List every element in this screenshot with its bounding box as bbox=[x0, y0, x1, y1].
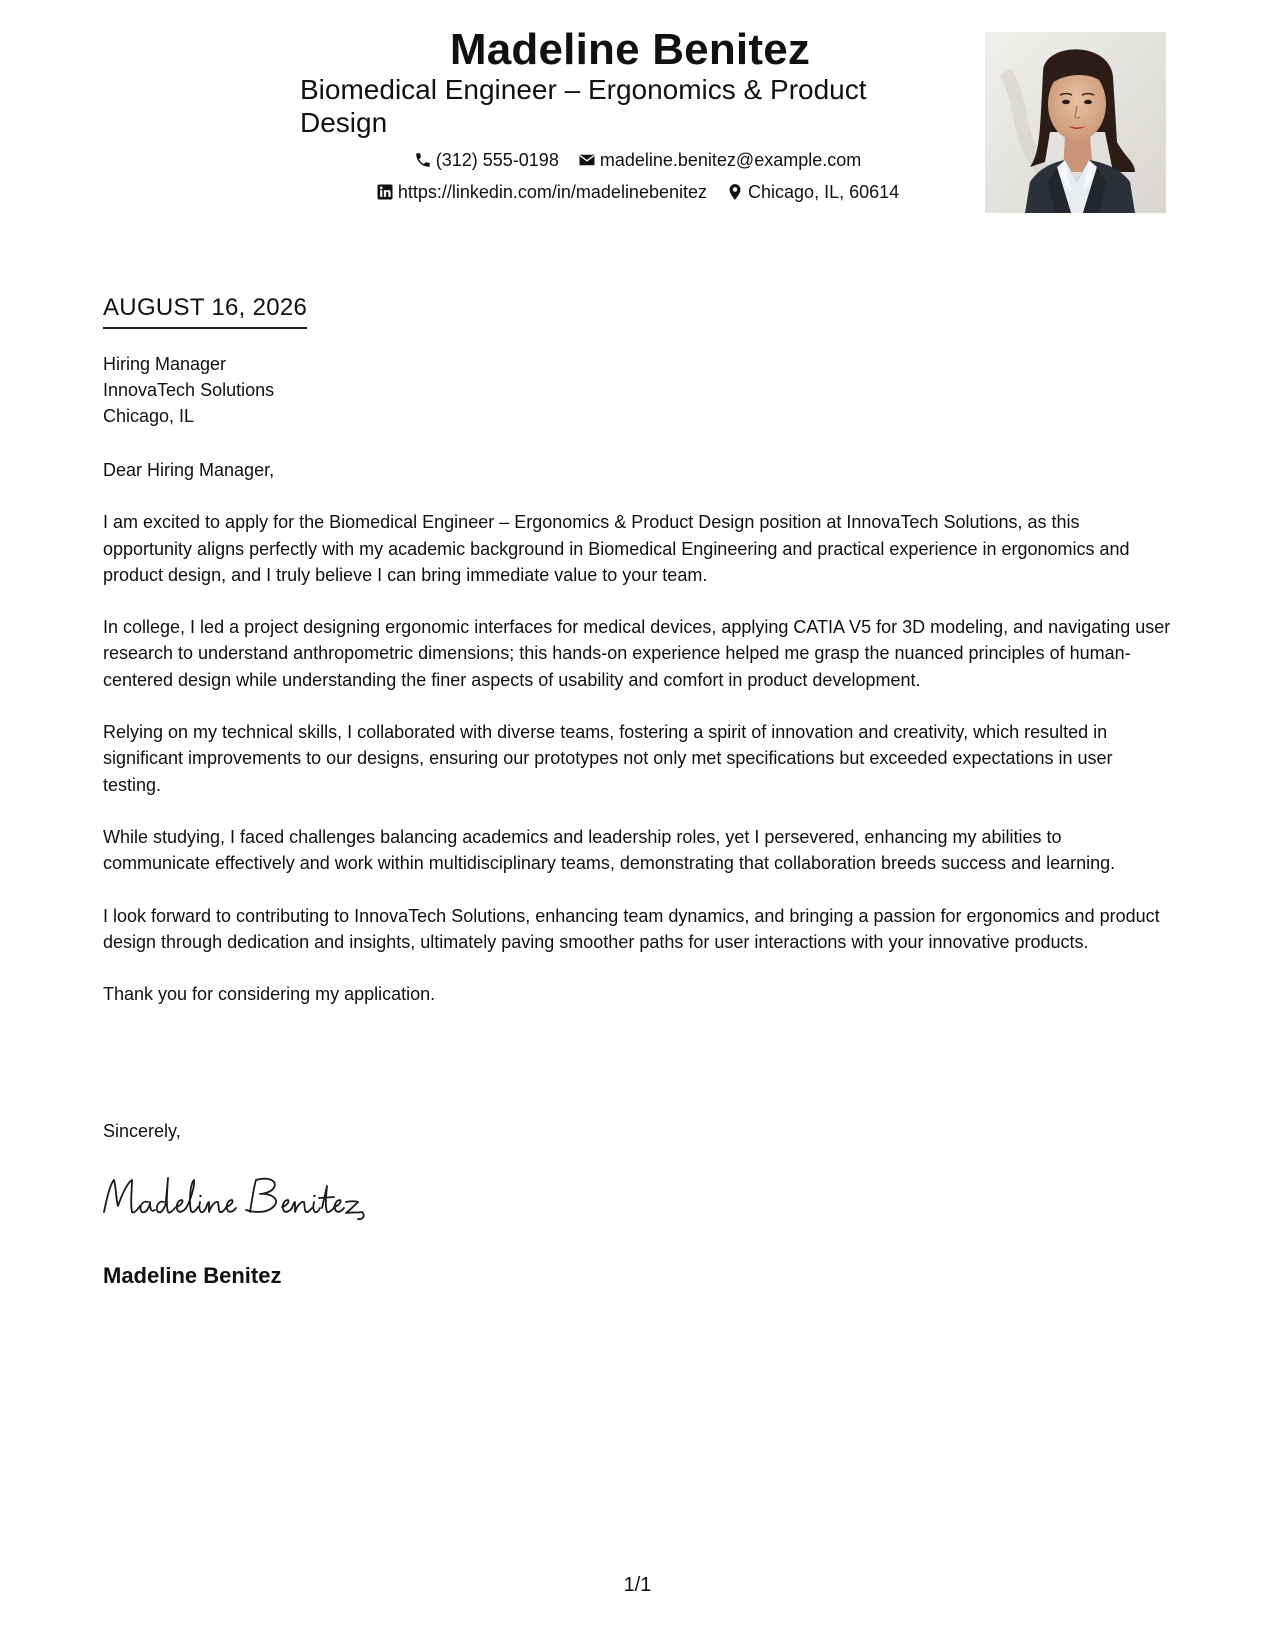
recipient-name: Hiring Manager bbox=[103, 354, 227, 374]
handwritten-signature bbox=[100, 1172, 380, 1222]
map-pin-icon bbox=[726, 183, 744, 201]
location-text: Chicago, IL, 60614 bbox=[748, 182, 900, 202]
paragraph-4: While studying, I faced challenges balancing academics and leadership roles, yet I persevered, enhancing my abilities to communicate effectively and work within multidisciplinary teams, demonstrating that collaboration breeds success and learning. bbox=[103, 826, 1116, 874]
applicant-title: Biomedical Engineer – Ergonomics & Product Design bbox=[300, 74, 867, 138]
phone-text: (312) 555-0198 bbox=[435, 150, 559, 170]
signed-name: Madeline Benitez bbox=[103, 1263, 282, 1288]
applicant-name: Madeline Benitez bbox=[449, 25, 811, 74]
contact-email[interactable] bbox=[578, 148, 861, 172]
email-text[interactable]: madeline.benitez@example.com bbox=[599, 150, 862, 170]
linkedin-text[interactable]: https://linkedin.com/in/madelinebenitez bbox=[397, 182, 708, 202]
paragraph-1: I am excited to apply for the Biomedical Engineer – Ergonomics & Product Design position at InnovaTech Solutions, as this opportunity aligns perfectly with my academic background in Biomedical Engineering and practical experience in ergonomics and product design, and I truly believe I can bring immediate value to your team. bbox=[103, 512, 1130, 585]
linkedin-icon bbox=[376, 183, 394, 201]
contact-phone bbox=[414, 148, 559, 172]
contact-location bbox=[726, 180, 899, 204]
letter-header bbox=[0, 0, 1275, 230]
thanks-line: Thank you for considering my application. bbox=[103, 984, 436, 1005]
portrait-image bbox=[985, 32, 1166, 213]
recipient-company: InnovaTech Solutions bbox=[103, 380, 275, 400]
recipient-location: Chicago, IL bbox=[103, 406, 195, 426]
letter-body bbox=[103, 457, 1171, 1033]
signature-image bbox=[100, 1172, 380, 1222]
paragraph-5: I look forward to contributing to InnovaTech Solutions, enhancing team dynamics, and bringing a passion for ergonomics and product design through dedication and insights, ultimately paving smoother paths for user interactions with your innovative products. bbox=[103, 905, 1160, 952]
recipient-block bbox=[103, 351, 274, 429]
contact-linkedin[interactable] bbox=[376, 180, 707, 204]
salutation: Dear Hiring Manager, bbox=[103, 460, 275, 480]
paragraph-3: Relying on my technical skills, I collaborated with diverse teams, fostering a spirit of innovation and creativity, which resulted in significant improvements to our designs, ensuring our prototypes not only met specifications but exceeded expectations in user testing. bbox=[103, 722, 1113, 795]
phone-icon bbox=[414, 151, 432, 169]
profile-photo bbox=[985, 32, 1166, 213]
page-number: 1/1 bbox=[623, 1574, 652, 1596]
paragraph-2: In college, I led a project designing ergonomic interfaces for medical devices, applying CATIA V5 for 3D modeling, and navigating user research to understand anthropometric dimensions; this hands-on experience helped me grasp the nuanced principles of human-centered design while understanding the finer aspects of usability and comfort in product development. bbox=[103, 617, 1171, 690]
envelope-icon bbox=[578, 151, 596, 169]
letter-date: AUGUST 16, 2026 bbox=[103, 293, 307, 329]
closing: Sincerely, bbox=[103, 1121, 181, 1141]
